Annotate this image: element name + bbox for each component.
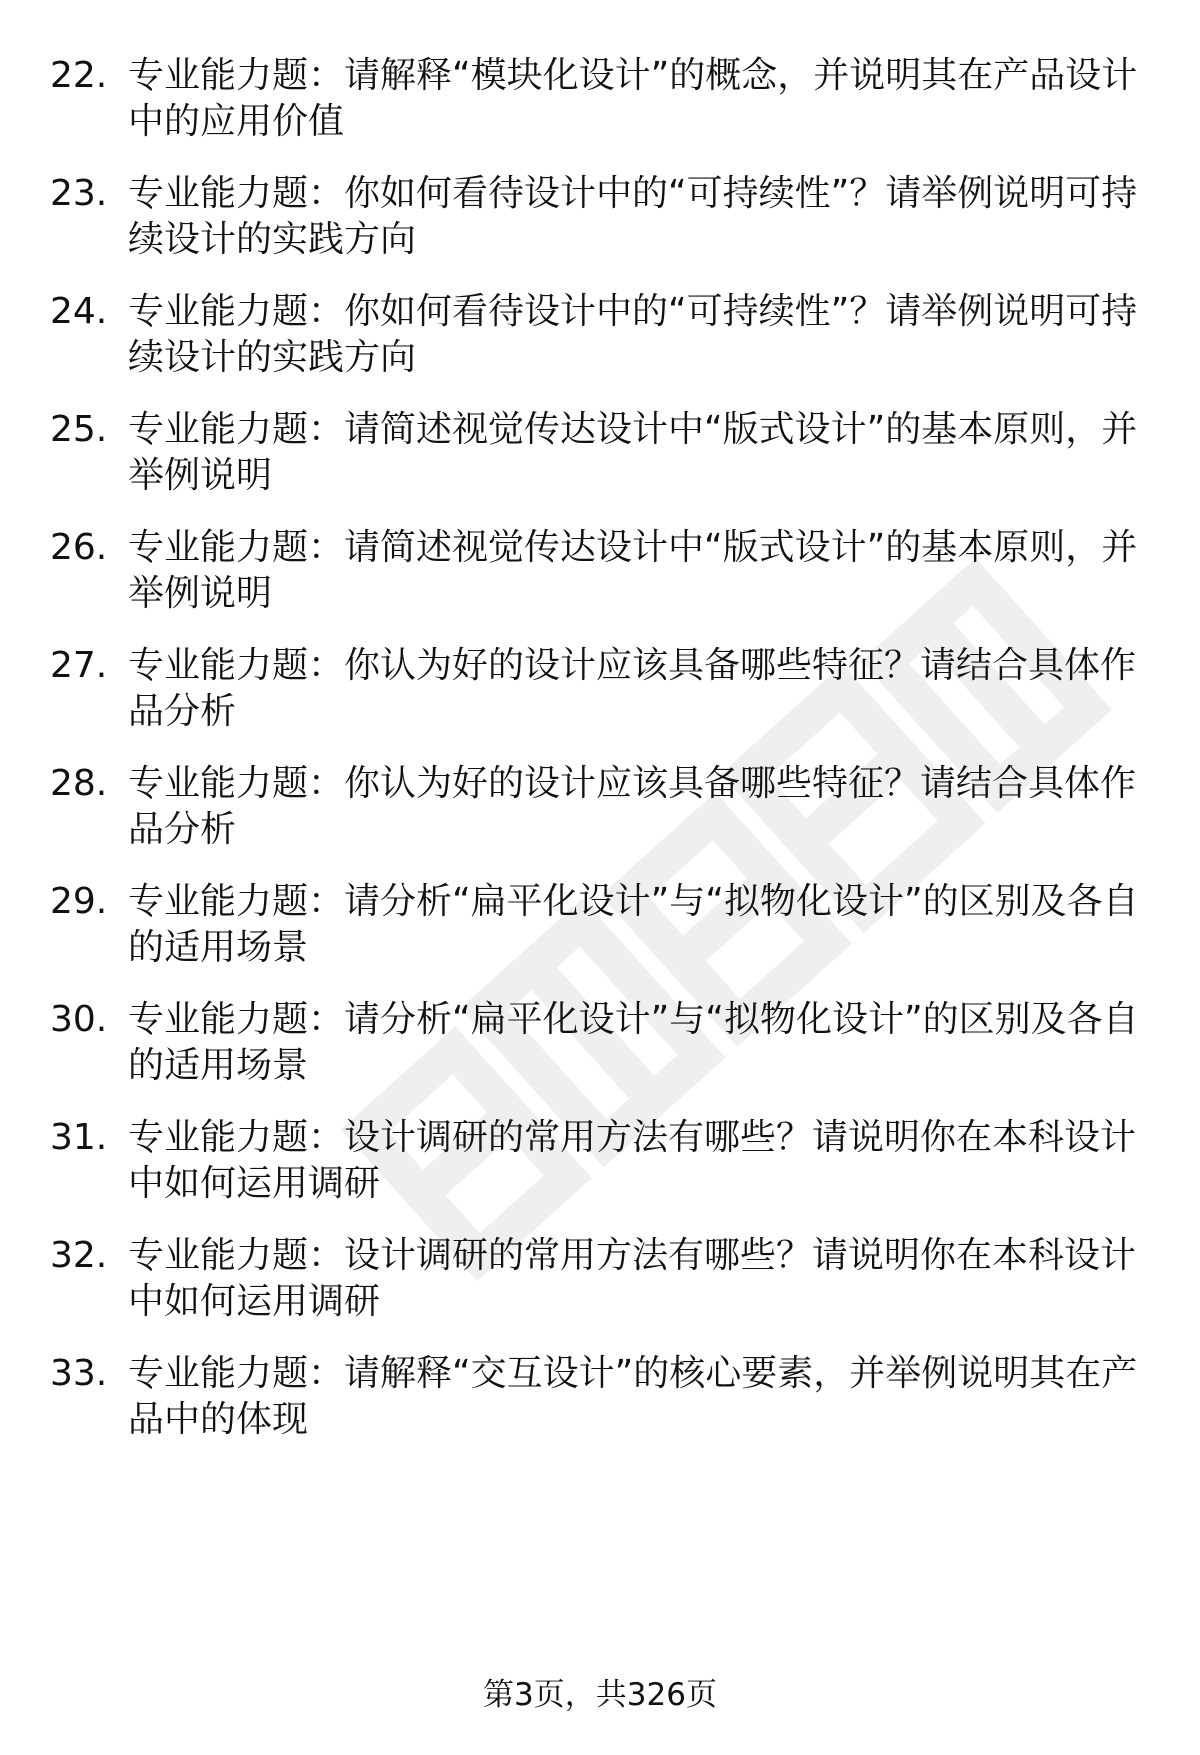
question-text: 专业能力题：请解释“模块化设计”的概念，并说明其在产品设计中的应用价值 xyxy=(128,55,1138,142)
question-text: 专业能力题：你认为好的设计应该具备哪些特征？请结合具体作品分析 xyxy=(128,763,1137,850)
question-number: 30. xyxy=(50,999,108,1040)
question-text: 专业能力题：你认为好的设计应该具备哪些特征？请结合具体作品分析 xyxy=(128,645,1137,732)
question-text: 专业能力题：设计调研的常用方法有哪些？请说明你在本科设计中如何运用调研 xyxy=(128,1235,1137,1322)
question-number: 23. xyxy=(50,173,108,214)
question-text: 专业能力题：请简述视觉传达设计中“版式设计”的基本原则，并举例说明 xyxy=(128,527,1138,614)
question-text: 专业能力题：你如何看待设计中的“可持续性”？请举例说明可持续设计的实践方向 xyxy=(128,291,1138,378)
question-number: 29. xyxy=(50,881,108,922)
question-number: 32. xyxy=(50,1235,108,1276)
question-text: 专业能力题：请分析“扁平化设计”与“拟物化设计”的区别及各自的适用场景 xyxy=(128,881,1139,968)
question-text: 专业能力题：请解释“交互设计”的核心要素，并举例说明其在产品中的体现 xyxy=(128,1353,1138,1440)
question-number: 24. xyxy=(50,291,108,332)
question-text: 专业能力题：设计调研的常用方法有哪些？请说明你在本科设计中如何运用调研 xyxy=(128,1117,1137,1204)
question-number: 28. xyxy=(50,763,108,804)
question-number: 31. xyxy=(50,1117,108,1158)
question-number: 22. xyxy=(50,55,108,96)
question-number: 26. xyxy=(50,527,108,568)
question-text: 专业能力题：你如何看待设计中的“可持续性”？请举例说明可持续设计的实践方向 xyxy=(128,173,1138,260)
question-number: 25. xyxy=(50,409,108,450)
question-number: 27. xyxy=(50,645,108,686)
question-text: 专业能力题：请简述视觉传达设计中“版式设计”的基本原则，并举例说明 xyxy=(128,409,1138,496)
question-number: 33. xyxy=(50,1353,108,1394)
question-text: 专业能力题：请分析“扁平化设计”与“拟物化设计”的区别及各自的适用场景 xyxy=(128,999,1139,1086)
page-number-footer: 第3页，共326页 xyxy=(483,1677,717,1713)
